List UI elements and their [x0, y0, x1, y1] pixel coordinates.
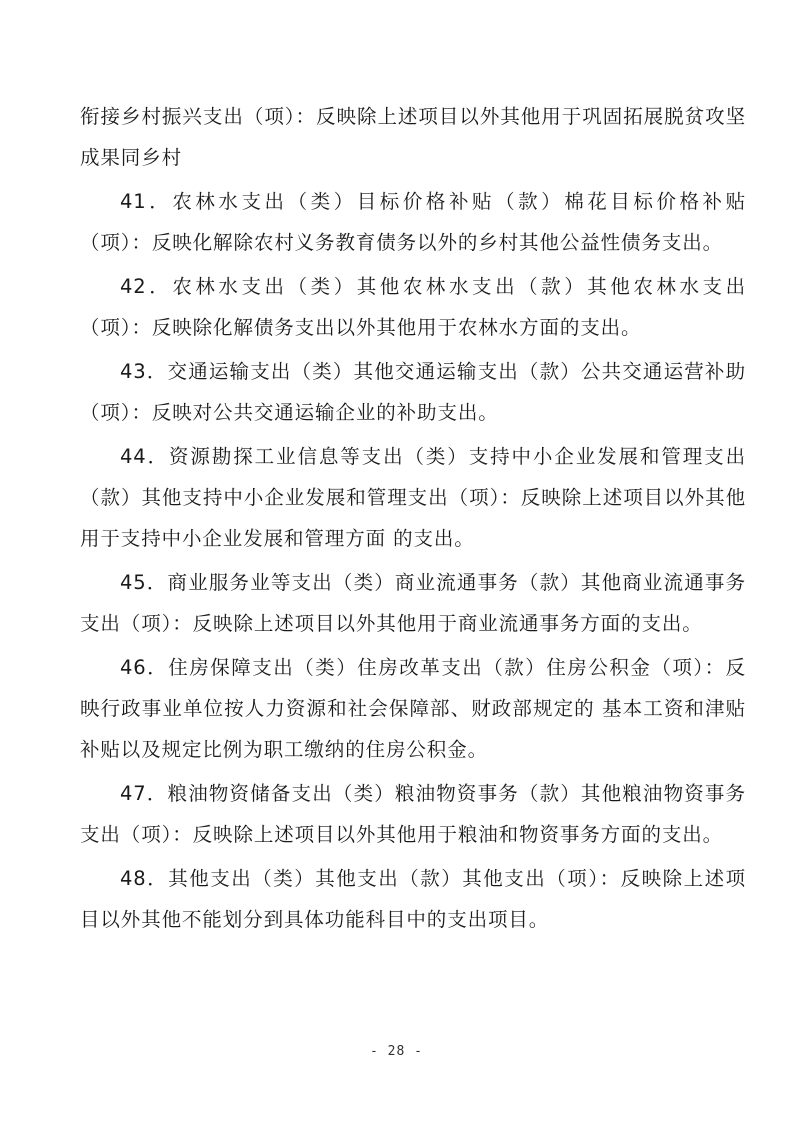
paragraph-item-47: 47．粮油物资储备支出（类）粮油物资事务（款）其他粮油物资事务支出（项）：反映除上述项目以外其他用于粮油和物资事务方面的支出。 — [80, 782, 746, 846]
paragraph-item-48: 48．其他支出（类）其他支出（款）其他支出（项）：反映除上述项目以外其他不能划分到具体功能科目中的支出项目。 — [80, 867, 746, 931]
paragraph-item-41: 41．农林水支出（类）目标价格补贴（款）棉花目标价格补贴（项）：反映化解除农村义务教育债务以外的乡村其他公益性债务支出。 — [80, 190, 746, 254]
paragraph-item-45: 45．商业服务业等支出（类）商业流通事务（款）其他商业流通事务支出（项）：反映除上述项目以外其他用于商业流通事务方面的支出。 — [80, 571, 746, 635]
paragraph-item-42: 42．农林水支出（类）其他农林水支出（款）其他农林水支出（项）：反映除化解债务支出以外其他用于农林水方面的支出。 — [80, 275, 746, 339]
page-number: - 28 - — [370, 1044, 423, 1059]
paragraph-item-44: 44．资源勘探工业信息等支出（类）支持中小企业发展和管理支出（款）其他支持中小企业发展和管理支出（项）：反映除上述项目以外其他用于支持中小企业发展和管理方面 的支出。 — [80, 445, 746, 550]
paragraph-item-46: 46．住房保障支出（类）住房改革支出（款）住房公积金（项）：反映行政事业单位按人力资源和社会保障部、财政部规定的 基本工资和津贴补贴以及规定比例为职工缴纳的住房公积金。 — [80, 656, 746, 761]
paragraph-continuation: 衔接乡村振兴支出（项）：反映除上述项目以外其他用于巩固拓展脱贫攻坚成果同乡村 — [80, 105, 746, 169]
document-body — [80, 96, 746, 943]
paragraph-item-43: 43．交通运输支出（类）其他交通运输支出（款）公共交通运营补助（项）：反映对公共交通运输企业的补助支出。 — [80, 360, 746, 424]
